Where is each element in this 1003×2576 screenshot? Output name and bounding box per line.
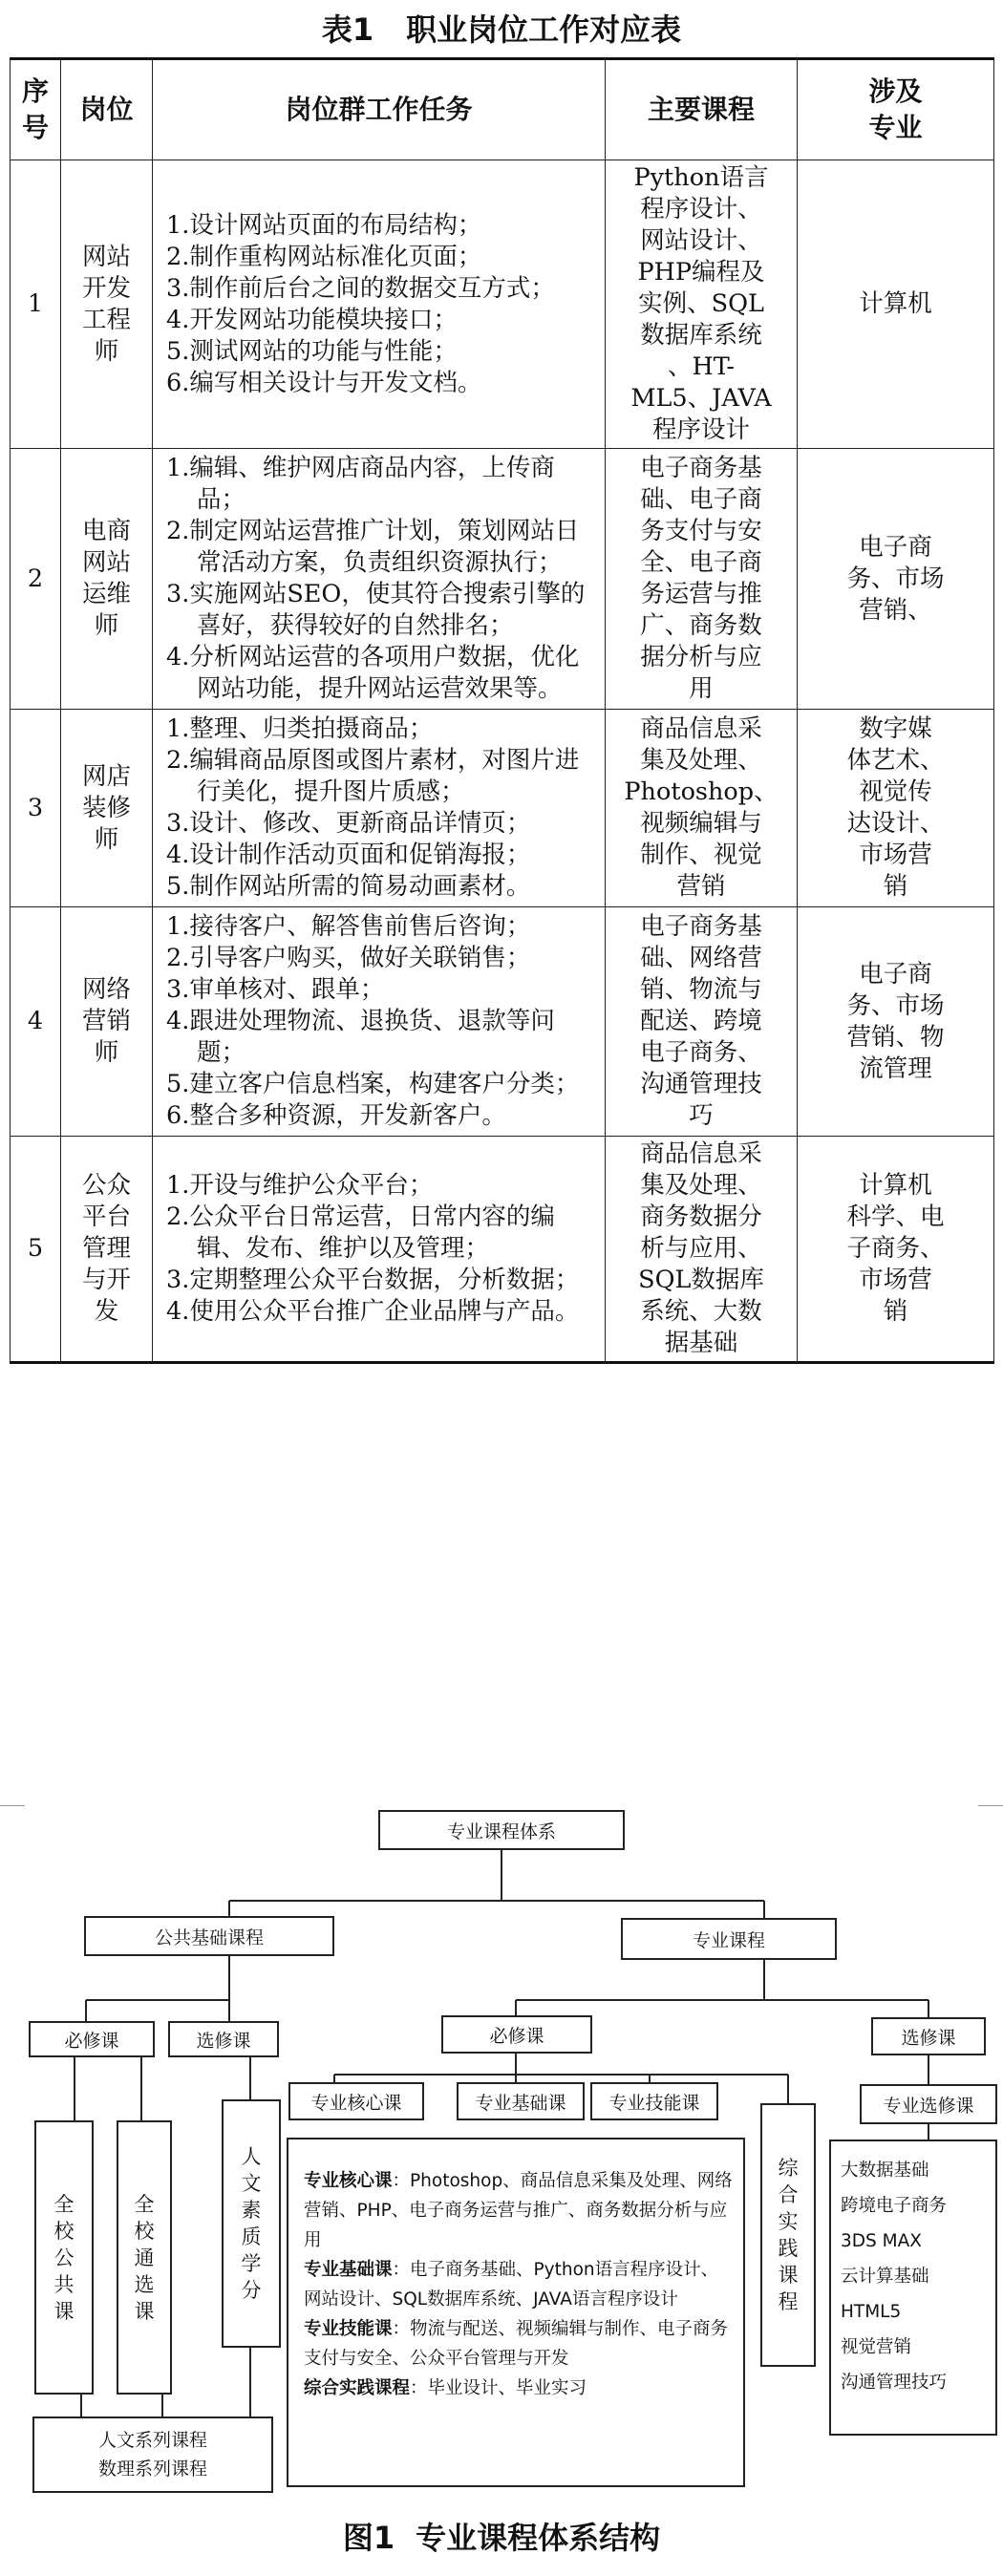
text-line: 公众 — [81, 1171, 131, 1200]
text-line: 共 — [53, 2272, 75, 2296]
text-line: 销 — [883, 872, 908, 901]
row-number: 1 — [11, 160, 61, 449]
text-line: 据基础 — [664, 1329, 738, 1357]
task-item: 1.接待客户、解答售前售后咨询； — [166, 912, 531, 941]
elective-item: 云计算基础 — [841, 2267, 929, 2287]
task-item: 4.分析网站运营的各项用户数据，优化网站功能，提升网站运营效果等。 — [166, 643, 580, 703]
task-item: 1.开设与维护公众平台； — [166, 1171, 434, 1200]
text-line: 公 — [53, 2246, 75, 2269]
text-line: 析与应用、 — [640, 1234, 762, 1263]
text-line: 管理 — [81, 1234, 131, 1263]
text-line: 全 — [53, 2192, 75, 2216]
text-line: ML5、JAVA — [630, 384, 772, 413]
text-line: 全、电子商 — [640, 548, 762, 577]
description-item — [304, 2255, 736, 2314]
description-text: ：物流与配送、视频编辑与制作、电子商务支付与安全、公众平台管理与开发 — [304, 2319, 729, 2369]
text-line: 素 — [241, 2199, 262, 2222]
campus-general-electives-box — [117, 2120, 172, 2395]
text-line: 人文系列课程 — [97, 2430, 207, 2451]
text-line: 电子商务基 — [640, 912, 762, 941]
text-line: 销 — [883, 1297, 908, 1326]
description-item — [304, 2314, 736, 2374]
text-line: 学 — [241, 2252, 262, 2275]
text-line: 师 — [94, 1038, 119, 1067]
task-item: 1.设计网站页面的布局结构； — [166, 210, 482, 240]
description-text: ：毕业设计、毕业实习 — [410, 2378, 587, 2398]
row-number: 2 — [11, 449, 61, 710]
course-system-root: 专业课程体系 — [378, 1810, 625, 1850]
task-item: 2.制定网站运营推广计划，策划网站日常活动方案，负责组织资源执行； — [166, 517, 580, 577]
text-line: 集及处理、 — [640, 746, 762, 775]
task-item: 4.使用公众平台推广企业品牌与产品。 — [166, 1297, 580, 1326]
text-line: 础、网络营 — [640, 944, 762, 972]
description-label: 专业核心课 — [304, 2171, 393, 2191]
text-line: 务运营与推 — [640, 580, 762, 608]
text-line: 师 — [94, 824, 119, 854]
text-line: 市场营 — [859, 841, 932, 869]
task-item: 3.制作前后台之间的数据交互方式； — [166, 273, 555, 303]
description-label: 专业技能课 — [304, 2319, 393, 2339]
text-line: 视频编辑与 — [640, 809, 762, 838]
text-line: 选 — [134, 2272, 155, 2296]
elective-list — [841, 2153, 993, 2400]
task-item: 3.设计、修改、更新商品详情页； — [166, 809, 531, 838]
text-line: 巧 — [689, 1101, 714, 1130]
text-line: 人 — [241, 2145, 262, 2168]
text-line: 配送、跨境 — [640, 1007, 762, 1035]
task-item: 1.编辑、维护网店商品内容，上传商品； — [166, 454, 555, 514]
text-line: 、HT- — [667, 352, 736, 381]
task-item: 2.引导客户购买，做好关联销售； — [166, 944, 531, 972]
text-line: 岗位 — [79, 94, 134, 125]
text-line: 课 — [53, 2299, 75, 2323]
text-line: 用 — [689, 674, 714, 703]
task-item: 1.整理、归类拍摄商品； — [166, 714, 434, 743]
text-line: 实 — [778, 2210, 799, 2233]
text-line: 与开 — [81, 1266, 131, 1294]
text-line: 课 — [778, 2264, 799, 2287]
row-number: 4 — [11, 907, 61, 1137]
text-line: 网络 — [81, 975, 131, 1004]
elective-item: 视觉营销 — [841, 2337, 912, 2357]
text-line: 岗位群工作任务 — [285, 94, 473, 125]
text-line: 程序设计 — [651, 415, 750, 444]
task-item: 2.编辑商品原图或图片素材，对图片进行美化，提升图片质感； — [166, 746, 580, 806]
text-line: 科学、电 — [846, 1203, 945, 1231]
description-label: 专业基础课 — [304, 2260, 393, 2280]
task-item: 6.整合多种资源，开发新客户。 — [166, 1101, 506, 1130]
campus-public-courses-box — [34, 2120, 94, 2395]
text-line: 工程 — [81, 305, 131, 334]
text-line: 务支付与安 — [640, 517, 762, 545]
text-line: 网店 — [81, 761, 131, 791]
skill-courses-box: 专业技能课 — [590, 2082, 718, 2120]
text-line: 计算机 — [859, 1171, 932, 1200]
text-line: 实例、SQL — [638, 289, 764, 318]
task-item: 5.测试网站的功能与性能； — [166, 336, 458, 366]
text-line: 电子商务、 — [640, 1038, 762, 1067]
text-line: 全 — [134, 2192, 155, 2216]
text-line: 子商务、 — [846, 1234, 945, 1263]
task-item: 2.公众平台日常运营，日常内容的编辑、发布、维护以及管理； — [166, 1203, 555, 1263]
text-line: 营销 — [676, 872, 726, 901]
elective-item: 跨境电子商务 — [841, 2196, 948, 2216]
text-line: 营销、 — [859, 595, 932, 625]
text-line: 电子商 — [859, 532, 932, 562]
text-line: 电商 — [81, 517, 131, 545]
text-line: 网站设计、 — [640, 226, 762, 255]
text-line: 主要课程 — [647, 94, 755, 125]
text-line: 平台 — [81, 1203, 131, 1231]
professional-courses-box: 专业课程 — [621, 1918, 837, 1960]
task-item: 2.制作重构网站标准化页面； — [166, 242, 482, 271]
text-line: 涉及 — [868, 75, 923, 107]
text-line: SQL数据库 — [638, 1266, 764, 1294]
elective-item: 大数据基础 — [841, 2161, 929, 2181]
text-line: 专业 — [868, 112, 923, 143]
elective-item: 3DS MAX — [841, 2231, 922, 2251]
text-line: 系统、大数 — [640, 1297, 762, 1326]
figure-title: 专业课程体系结构 — [416, 2520, 661, 2556]
text-line: PHP编程及 — [637, 258, 765, 287]
text-line: 广、商务数 — [640, 611, 762, 640]
text-line: 运维 — [81, 580, 131, 608]
text-line: 通 — [134, 2246, 155, 2269]
description-item — [304, 2166, 736, 2255]
required-courses-left: 必修课 — [29, 2021, 155, 2057]
text-line: 销、物流与 — [640, 975, 762, 1004]
text-line: 务、市场 — [846, 564, 945, 593]
text-line: 集及处理、 — [640, 1171, 762, 1200]
text-line: 网站 — [81, 548, 131, 577]
task-item: 3.审单核对、跟单； — [166, 975, 385, 1004]
humanities-math-series-box — [32, 2416, 273, 2493]
public-basic-courses-box: 公共基础课程 — [84, 1916, 334, 1956]
text-line: 师 — [94, 336, 119, 366]
description-item — [304, 2374, 736, 2403]
elective-courses-left: 选修课 — [168, 2021, 279, 2057]
integrated-practice-box — [760, 2103, 816, 2367]
text-line: 开发 — [81, 273, 131, 303]
text-line: 视觉传 — [859, 777, 932, 806]
text-line: 网站 — [81, 242, 131, 271]
text-line: 据分析与应 — [640, 643, 762, 671]
text-line: 营销、物 — [846, 1022, 945, 1052]
text-line: 达设计、 — [846, 809, 945, 838]
text-line: 制作、视觉 — [640, 841, 762, 869]
text-line: Photoshop、 — [624, 777, 779, 806]
text-line: 校 — [53, 2219, 75, 2243]
text-line: 商品信息采 — [640, 1139, 762, 1168]
task-item: 4.设计制作活动页面和促销海报； — [166, 841, 531, 869]
text-line: Python语言 — [633, 163, 769, 192]
text-line: 流管理 — [859, 1054, 932, 1083]
text-line: 序 — [21, 75, 49, 107]
row-number: 3 — [11, 710, 61, 907]
description-text: ：Photoshop、商品信息采集及处理、网络营销、PHP、电子商务运营与推广、商务数据分析与应用 — [304, 2171, 733, 2250]
required-courses-right: 必修课 — [441, 2015, 592, 2054]
text-line: 市场营 — [859, 1266, 932, 1294]
text-line: 校 — [134, 2219, 155, 2243]
task-item: 3.定期整理公众平台数据，分析数据； — [166, 1266, 580, 1294]
text-line: 综 — [778, 2157, 799, 2180]
text-line: 合 — [778, 2183, 799, 2206]
text-line: 计算机 — [859, 289, 932, 318]
text-line: 质 — [241, 2225, 262, 2248]
text-line: 体艺术、 — [846, 746, 945, 775]
task-item: 4.开发网站功能模块接口； — [166, 305, 458, 334]
figure-number: 图1 — [342, 2520, 395, 2556]
text-line: 号 — [21, 112, 49, 143]
table-number: 表1 — [321, 11, 374, 48]
text-line: 课 — [134, 2299, 155, 2323]
text-line: 数字媒 — [859, 714, 932, 743]
basic-courses-box: 专业基础课 — [457, 2082, 585, 2120]
task-item: 5.制作网站所需的简易动画素材。 — [166, 872, 531, 901]
text-line: 装修 — [81, 793, 131, 822]
text-line: 践 — [778, 2237, 799, 2260]
text-line: 师 — [94, 611, 119, 640]
text-line: 数理系列课程 — [97, 2459, 207, 2480]
elective-courses-right: 选修课 — [871, 2017, 986, 2055]
task-item: 5.建立客户信息档案，构建客户分类； — [166, 1070, 580, 1098]
row-number: 5 — [11, 1137, 61, 1363]
text-line: 文 — [241, 2172, 262, 2195]
professional-elective-box: 专业选修课 — [860, 2084, 997, 2124]
text-line: 分 — [241, 2279, 262, 2302]
text-line: 发 — [94, 1297, 119, 1326]
text-line: 程序设计、 — [640, 195, 762, 224]
description-label: 综合实践课程 — [304, 2378, 411, 2398]
text-line: 电子商务基 — [640, 454, 762, 482]
text-line: 务、市场 — [846, 990, 945, 1020]
task-item: 4.跟进处理物流、退换货、退款等问题； — [166, 1007, 555, 1067]
elective-item: 沟通管理技巧 — [841, 2373, 948, 2393]
text-line: 数据库系统 — [640, 321, 762, 350]
text-line: 沟通管理技 — [640, 1070, 762, 1098]
figure-caption — [0, 2514, 1003, 2558]
task-item: 6.编写相关设计与开发文档。 — [166, 368, 482, 397]
text-line: 础、电子商 — [640, 485, 762, 514]
text-line: 营销 — [81, 1007, 131, 1035]
core-description — [304, 2166, 736, 2403]
task-item: 3.实施网站SEO，使其符合搜索引擎的喜好，获得较好的自然排名； — [166, 580, 586, 640]
humanities-credit-box — [222, 2099, 281, 2348]
text-line: 商品信息采 — [640, 714, 762, 743]
text-line: 商务数据分 — [640, 1203, 762, 1231]
table-title-text: 职业岗位工作对应表 — [406, 11, 682, 48]
core-courses-box: 专业核心课 — [288, 2082, 424, 2120]
text-line: 程 — [778, 2290, 799, 2313]
text-line: 电子商 — [859, 959, 932, 989]
elective-item: HTML5 — [841, 2302, 902, 2322]
description-text: ：电子商务基础、Python语言程序设计、网站设计、SQL数据库系统、JAVA语言程序设计 — [304, 2260, 719, 2310]
